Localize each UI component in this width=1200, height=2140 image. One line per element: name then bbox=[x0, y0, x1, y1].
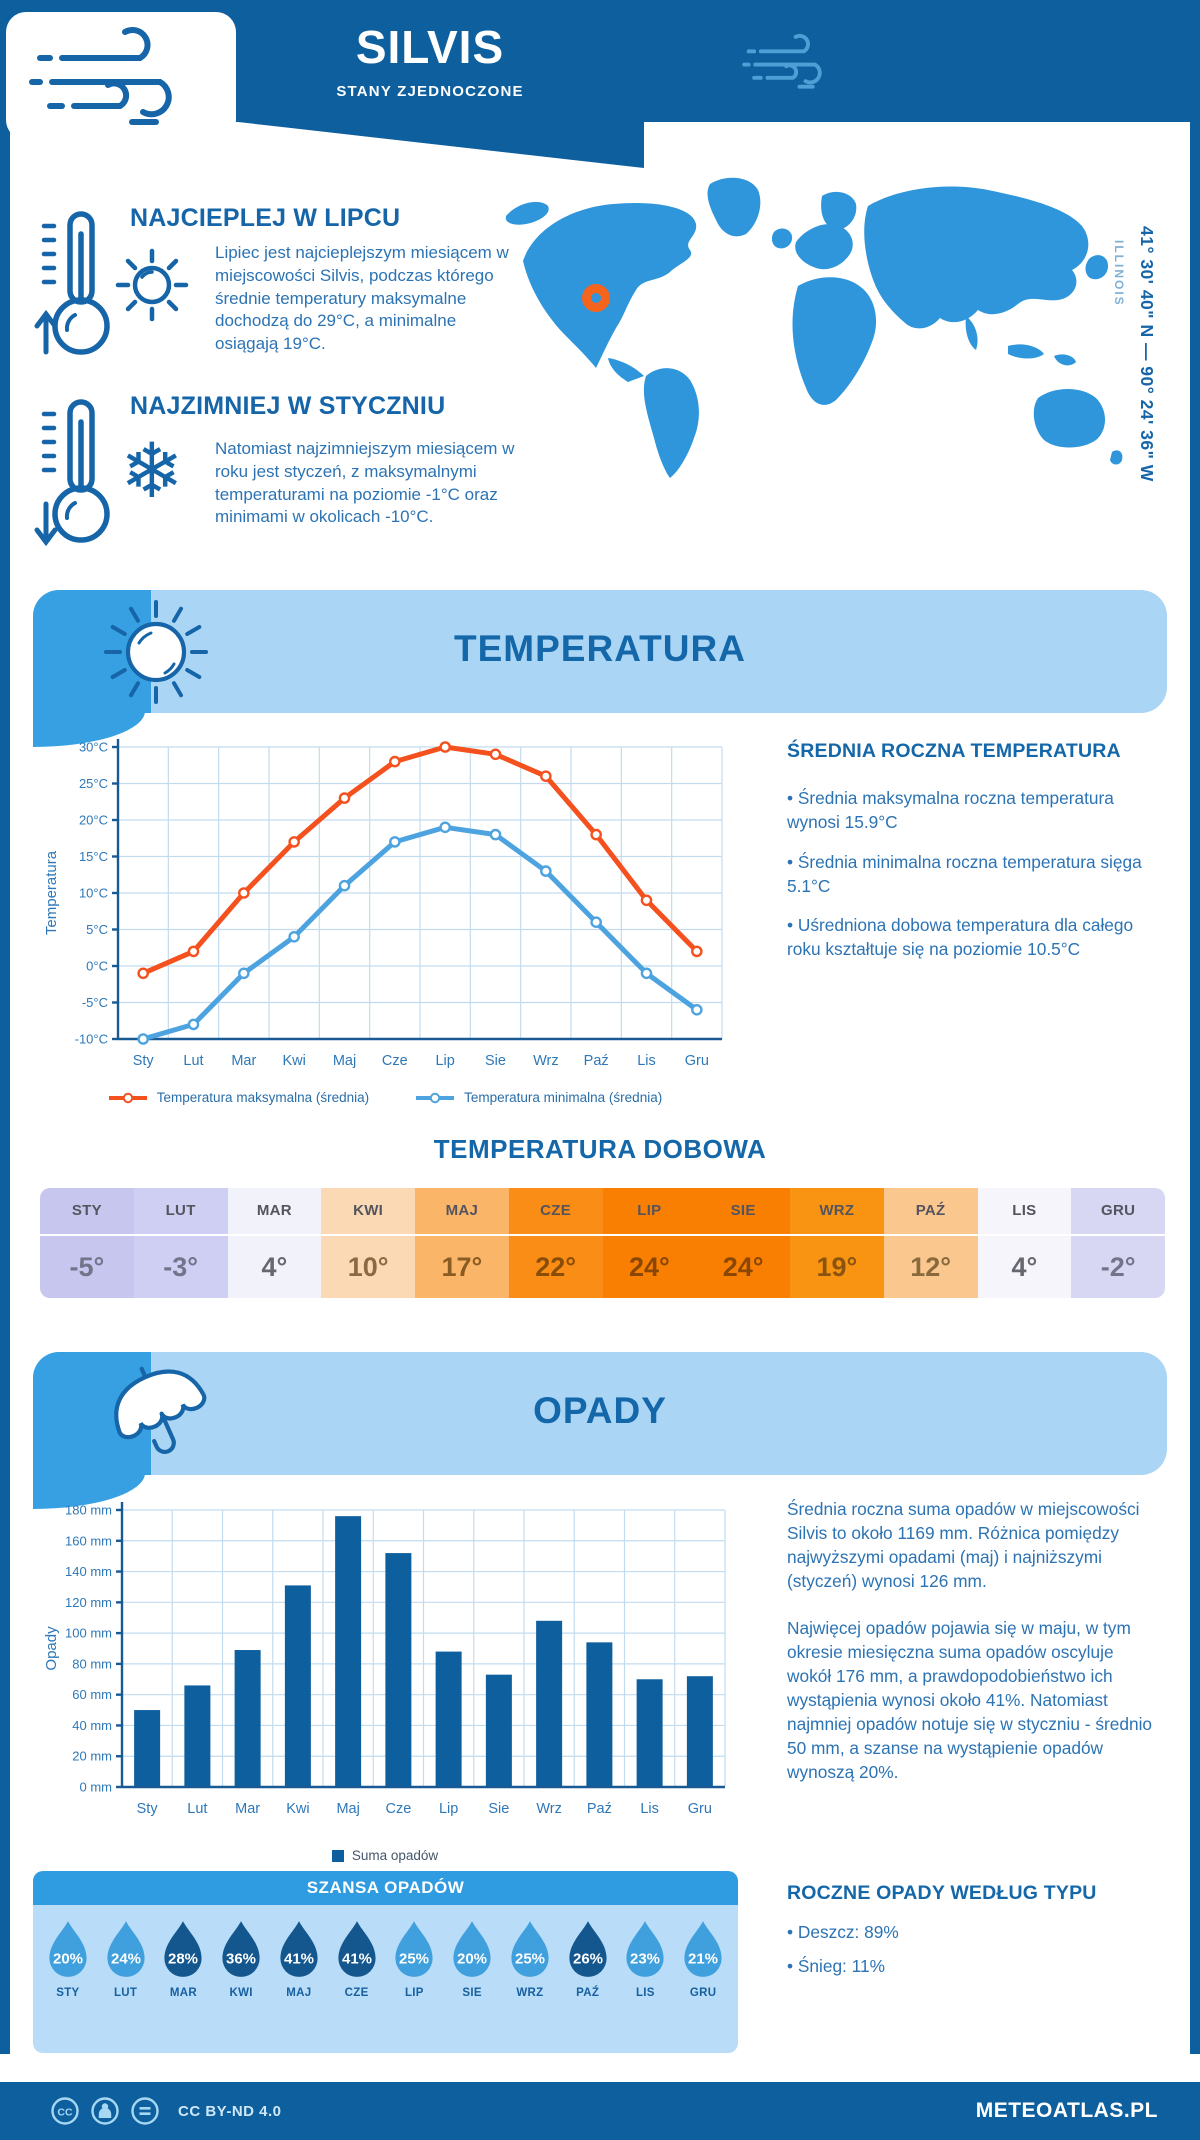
daily-temp-value: 22° bbox=[535, 1252, 577, 1282]
droplet-icon bbox=[218, 1918, 264, 1980]
precipitation-bar-chart bbox=[40, 1496, 730, 1826]
daily-temp-month: MAR bbox=[228, 1188, 322, 1236]
daily-temp-value: 19° bbox=[816, 1252, 858, 1282]
temperature-bullet: • Uśredniona dobowa temperatura dla całego roku kształtuje się na poziomie 10.5°C bbox=[787, 915, 1134, 960]
droplet-month: PAŹ bbox=[576, 1987, 600, 1999]
legend-label: Suma opadów bbox=[351, 1848, 439, 1863]
svg-text:30°C: 30°C bbox=[78, 739, 108, 755]
precip-chance-drop bbox=[212, 1905, 270, 2053]
wind-icon-right bbox=[742, 12, 847, 110]
precip-chance-drop bbox=[155, 1905, 213, 2053]
daily-temp-value: 10° bbox=[347, 1252, 389, 1282]
svg-text:Lip: Lip bbox=[438, 1801, 459, 1817]
precipitation-paragraph: Najwięcej opadów pojawia się w maju, w tym okresie miesięczna suma opadów oscyluje wokół 176 mm, a prawdopodobieństwo ich wystąpienia wynosi około 41%. Natomiast najmniej opadów notuje się w styczniu - średnio 50 mm, a szanse na wystąpienie opadów wynoszą 20%. bbox=[787, 1618, 1153, 1782]
daily-temp-month: PAŹ bbox=[884, 1188, 978, 1236]
droplet-month: MAR bbox=[169, 1987, 197, 1999]
precip-chance-drop bbox=[674, 1905, 732, 2053]
droplet-month: WRZ bbox=[516, 1987, 544, 1999]
svg-text:20°C: 20°C bbox=[78, 812, 108, 828]
svg-text:Kwi: Kwi bbox=[282, 1053, 306, 1069]
svg-text:Paź: Paź bbox=[586, 1801, 612, 1817]
svg-text:Cze: Cze bbox=[385, 1801, 412, 1817]
daily-temperature-table bbox=[40, 1188, 1165, 1298]
svg-text:Temperatura: Temperatura bbox=[43, 850, 60, 936]
droplet-icon bbox=[103, 1918, 149, 1980]
svg-text:5°C: 5°C bbox=[86, 922, 108, 937]
svg-text:15°C: 15°C bbox=[78, 849, 108, 864]
precipitation-type-bullet: • Śnieg: 11% bbox=[787, 1955, 885, 1976]
droplet-month: LIP bbox=[404, 1987, 424, 1999]
precip-chance-drops bbox=[33, 1905, 738, 2053]
fact-warm-text: Lipiec jest najcieplejszym miesiącem w miejscowości Silvis, podczas którego średnie temperatury maksymalne dochodzą do 29°C, a minimalne osiągają 19°C. bbox=[215, 243, 509, 354]
svg-text:21%: 21% bbox=[688, 1950, 719, 1968]
license-group bbox=[50, 2096, 282, 2126]
svg-text:Gru: Gru bbox=[687, 1801, 712, 1817]
droplet-icon bbox=[565, 1918, 611, 1980]
region-label: ILLINOIS bbox=[1112, 240, 1126, 307]
daily-temp-value: -3° bbox=[163, 1252, 199, 1282]
droplet-icon bbox=[391, 1918, 437, 1980]
svg-text:160 mm: 160 mm bbox=[65, 1533, 112, 1549]
svg-text:20%: 20% bbox=[52, 1950, 83, 1968]
droplet-icon bbox=[45, 1918, 91, 1980]
droplet-month: CZE bbox=[344, 1987, 369, 1999]
svg-text:20%: 20% bbox=[457, 1950, 488, 1968]
droplet-icon bbox=[160, 1918, 206, 1980]
svg-text:Maj: Maj bbox=[336, 1801, 360, 1817]
svg-text:Lis: Lis bbox=[637, 1053, 656, 1069]
precip-chance-drop bbox=[559, 1905, 617, 2053]
temperature-banner bbox=[33, 590, 1167, 713]
daily-temp-month: WRZ bbox=[790, 1188, 884, 1236]
daily-temp-month: LIP bbox=[603, 1188, 697, 1236]
fact-cold-text: Natomiast najzimniejszym miesiącem w roku jest styczeń, z maksymalnymi temperaturami na poziomie -1°C oraz minimami w okolicach -10°C. bbox=[215, 439, 515, 527]
svg-text:Maj: Maj bbox=[332, 1053, 357, 1069]
svg-text:80 mm: 80 mm bbox=[72, 1656, 112, 1672]
temperature-chart-legend bbox=[60, 1090, 710, 1105]
temperature-bullet: • Średnia maksymalna roczna temperatura wynosi 15.9°C bbox=[787, 788, 1114, 832]
daily-temp-column bbox=[321, 1188, 415, 1298]
svg-text:Lut: Lut bbox=[183, 1053, 204, 1069]
daily-temp-month: LIS bbox=[978, 1188, 1072, 1236]
svg-text:41%: 41% bbox=[283, 1950, 314, 1968]
cc-nd-icon bbox=[130, 2096, 160, 2126]
temperature-bullet: • Średnia minimalna roczna temperatura sięga 5.1°C bbox=[787, 851, 1142, 896]
svg-text:100 mm: 100 mm bbox=[65, 1625, 112, 1641]
svg-text:Wrz: Wrz bbox=[536, 1801, 562, 1817]
svg-text:41%: 41% bbox=[341, 1950, 372, 1968]
svg-text:Gru: Gru bbox=[684, 1053, 709, 1069]
svg-text:120 mm: 120 mm bbox=[65, 1594, 112, 1610]
page-title: SILVIS bbox=[355, 21, 505, 73]
precip-chance-drop bbox=[270, 1905, 328, 2053]
temperature-banner-title: TEMPERATURA bbox=[454, 628, 746, 669]
cc-by-icon bbox=[90, 2096, 120, 2126]
svg-text:40 mm: 40 mm bbox=[72, 1717, 112, 1733]
daily-temp-month: CZE bbox=[509, 1188, 603, 1236]
daily-temp-month: KWI bbox=[321, 1188, 415, 1236]
coordinates-label: 41° 30' 40" N — 90° 24' 36" W bbox=[1137, 226, 1157, 482]
daily-temp-value: -5° bbox=[69, 1252, 105, 1282]
daily-temp-column bbox=[790, 1188, 884, 1298]
precip-chance-drop bbox=[501, 1905, 559, 2053]
droplet-month: MAJ bbox=[286, 1987, 312, 1999]
daily-temp-column bbox=[40, 1188, 134, 1298]
droplet-month: GRU bbox=[689, 1987, 717, 1999]
svg-text:0 mm: 0 mm bbox=[79, 1779, 112, 1795]
precipitation-type-bullet: • Deszcz: 89% bbox=[787, 1922, 899, 1942]
precip-chance-drop bbox=[443, 1905, 501, 2053]
svg-text:Mar: Mar bbox=[235, 1801, 261, 1817]
svg-text:Paź: Paź bbox=[583, 1053, 609, 1069]
svg-text:25%: 25% bbox=[514, 1950, 545, 1968]
snowflake-icon: ❄ bbox=[120, 429, 184, 514]
droplet-month: STY bbox=[56, 1987, 80, 1999]
svg-text:25°C: 25°C bbox=[78, 776, 108, 791]
svg-text:Cze: Cze bbox=[381, 1053, 408, 1069]
svg-text:23%: 23% bbox=[630, 1950, 661, 1968]
svg-text:Opady: Opady bbox=[43, 1626, 60, 1671]
svg-text:Mar: Mar bbox=[231, 1053, 257, 1069]
precipitation-type bbox=[787, 1882, 1167, 1995]
svg-text:28%: 28% bbox=[168, 1950, 199, 1968]
svg-text:180 mm: 180 mm bbox=[65, 1502, 112, 1518]
droplet-icon bbox=[622, 1918, 668, 1980]
footer bbox=[0, 2082, 1200, 2140]
svg-text:Wrz: Wrz bbox=[533, 1053, 559, 1069]
daily-temp-column bbox=[884, 1188, 978, 1298]
daily-temp-column bbox=[978, 1188, 1072, 1298]
droplet-month: KWI bbox=[229, 1987, 253, 1999]
fact-warm-heading: NAJCIEPLEJ W LIPCU bbox=[130, 204, 401, 232]
daily-temp-value: 4° bbox=[261, 1252, 288, 1282]
header-title-block bbox=[120, 20, 740, 100]
droplet-icon bbox=[680, 1918, 726, 1980]
precipitation-chart-legend bbox=[40, 1848, 730, 1863]
svg-text:Lut: Lut bbox=[187, 1801, 208, 1817]
page-subtitle: STANY ZJEDNOCZONE bbox=[336, 83, 524, 100]
svg-text:25%: 25% bbox=[399, 1950, 430, 1968]
svg-text:20 mm: 20 mm bbox=[72, 1748, 112, 1764]
svg-text:-5°C: -5°C bbox=[81, 995, 108, 1010]
daily-temp-column bbox=[134, 1188, 228, 1298]
temperature-line-chart bbox=[40, 733, 730, 1083]
left-border bbox=[0, 0, 10, 2054]
precip-chance-drop bbox=[97, 1905, 155, 2053]
svg-text:Lis: Lis bbox=[640, 1801, 659, 1817]
droplet-icon bbox=[276, 1918, 322, 1980]
legend-swatch bbox=[332, 1850, 344, 1862]
daily-temp-month: GRU bbox=[1071, 1188, 1165, 1236]
daily-temp-value: -2° bbox=[1100, 1252, 1136, 1282]
daily-temp-value: 24° bbox=[628, 1252, 670, 1282]
world-map bbox=[478, 146, 1126, 494]
daily-temp-column bbox=[1071, 1188, 1165, 1298]
precip-chance-panel bbox=[33, 1871, 738, 2053]
droplet-icon bbox=[507, 1918, 553, 1980]
sun-icon bbox=[106, 246, 198, 324]
svg-text:CC: CC bbox=[57, 2106, 73, 2119]
daily-temperature-heading: TEMPERATURA DOBOWA bbox=[433, 1134, 767, 1164]
precip-chance-title: SZANSA OPADÓW bbox=[33, 1871, 738, 1905]
fact-cold-heading: NAJZIMNIEJ W STYCZNIU bbox=[130, 392, 446, 420]
svg-text:-10°C: -10°C bbox=[74, 1031, 108, 1047]
daily-temp-value: 17° bbox=[441, 1252, 483, 1282]
droplet-month: SIE bbox=[462, 1987, 482, 1999]
daily-temp-month: MAJ bbox=[415, 1188, 509, 1236]
droplet-icon bbox=[449, 1918, 495, 1980]
daily-temp-month: SIE bbox=[696, 1188, 790, 1236]
svg-text:10°C: 10°C bbox=[78, 885, 108, 901]
daily-temp-value: 12° bbox=[910, 1252, 952, 1282]
svg-text:0°C: 0°C bbox=[86, 958, 108, 974]
precipitation-paragraph: Średnia roczna suma opadów w miejscowości Silvis to około 1169 mm. Różnica pomiędzy najwyższymi opadami (maj) i najniższymi (styczeń) wynosi 126 mm. bbox=[787, 1499, 1140, 1591]
svg-text:Kwi: Kwi bbox=[286, 1801, 310, 1817]
svg-text:Sty: Sty bbox=[132, 1053, 154, 1069]
cc-icon bbox=[50, 2096, 80, 2126]
daily-temp-column bbox=[696, 1188, 790, 1298]
thermometer-down-icon bbox=[34, 396, 120, 546]
svg-text:Sie: Sie bbox=[488, 1801, 510, 1817]
droplet-month: LIS bbox=[635, 1987, 655, 1999]
daily-temp-column bbox=[228, 1188, 322, 1298]
brand-label: METEOATLAS.PL bbox=[975, 2099, 1158, 2122]
svg-text:140 mm: 140 mm bbox=[65, 1564, 112, 1580]
svg-text:Sie: Sie bbox=[485, 1053, 506, 1069]
svg-text:24%: 24% bbox=[110, 1950, 141, 1968]
license-label: CC BY-ND 4.0 bbox=[178, 2102, 282, 2120]
daily-temp-column bbox=[603, 1188, 697, 1298]
svg-text:Lip: Lip bbox=[435, 1053, 455, 1069]
precip-chance-drop bbox=[617, 1905, 675, 2053]
temperature-summary bbox=[787, 740, 1149, 978]
droplet-month: LUT bbox=[113, 1987, 138, 1999]
daily-temp-month: STY bbox=[40, 1188, 134, 1236]
svg-text:26%: 26% bbox=[572, 1950, 603, 1968]
daily-temp-value: 4° bbox=[1011, 1252, 1038, 1282]
svg-text:60 mm: 60 mm bbox=[72, 1687, 112, 1703]
precip-chance-drop bbox=[39, 1905, 97, 2053]
precip-chance-drop bbox=[328, 1905, 386, 2053]
svg-text:36%: 36% bbox=[226, 1950, 257, 1968]
daily-temp-month: LUT bbox=[134, 1188, 228, 1236]
svg-text:Sty: Sty bbox=[136, 1801, 158, 1817]
daily-temp-column bbox=[415, 1188, 509, 1298]
precip-chance-drop bbox=[386, 1905, 444, 2053]
daily-temp-value: 24° bbox=[722, 1252, 764, 1282]
legend-item: Temperatura maksymalna (średnia) bbox=[108, 1090, 369, 1105]
precipitation-banner-title: OPADY bbox=[533, 1390, 667, 1431]
droplet-icon bbox=[334, 1918, 380, 1980]
precipitation-summary bbox=[787, 1498, 1155, 1800]
temperature-summary-heading: ŚREDNIA ROCZNA TEMPERATURA bbox=[787, 740, 1121, 762]
daily-temp-column bbox=[509, 1188, 603, 1298]
precipitation-type-heading: ROCZNE OPADY WEDŁUG TYPU bbox=[787, 1882, 1097, 1904]
precipitation-banner bbox=[33, 1352, 1167, 1475]
right-border bbox=[1190, 0, 1200, 2054]
legend-item: Temperatura minimalna (średnia) bbox=[415, 1090, 662, 1105]
